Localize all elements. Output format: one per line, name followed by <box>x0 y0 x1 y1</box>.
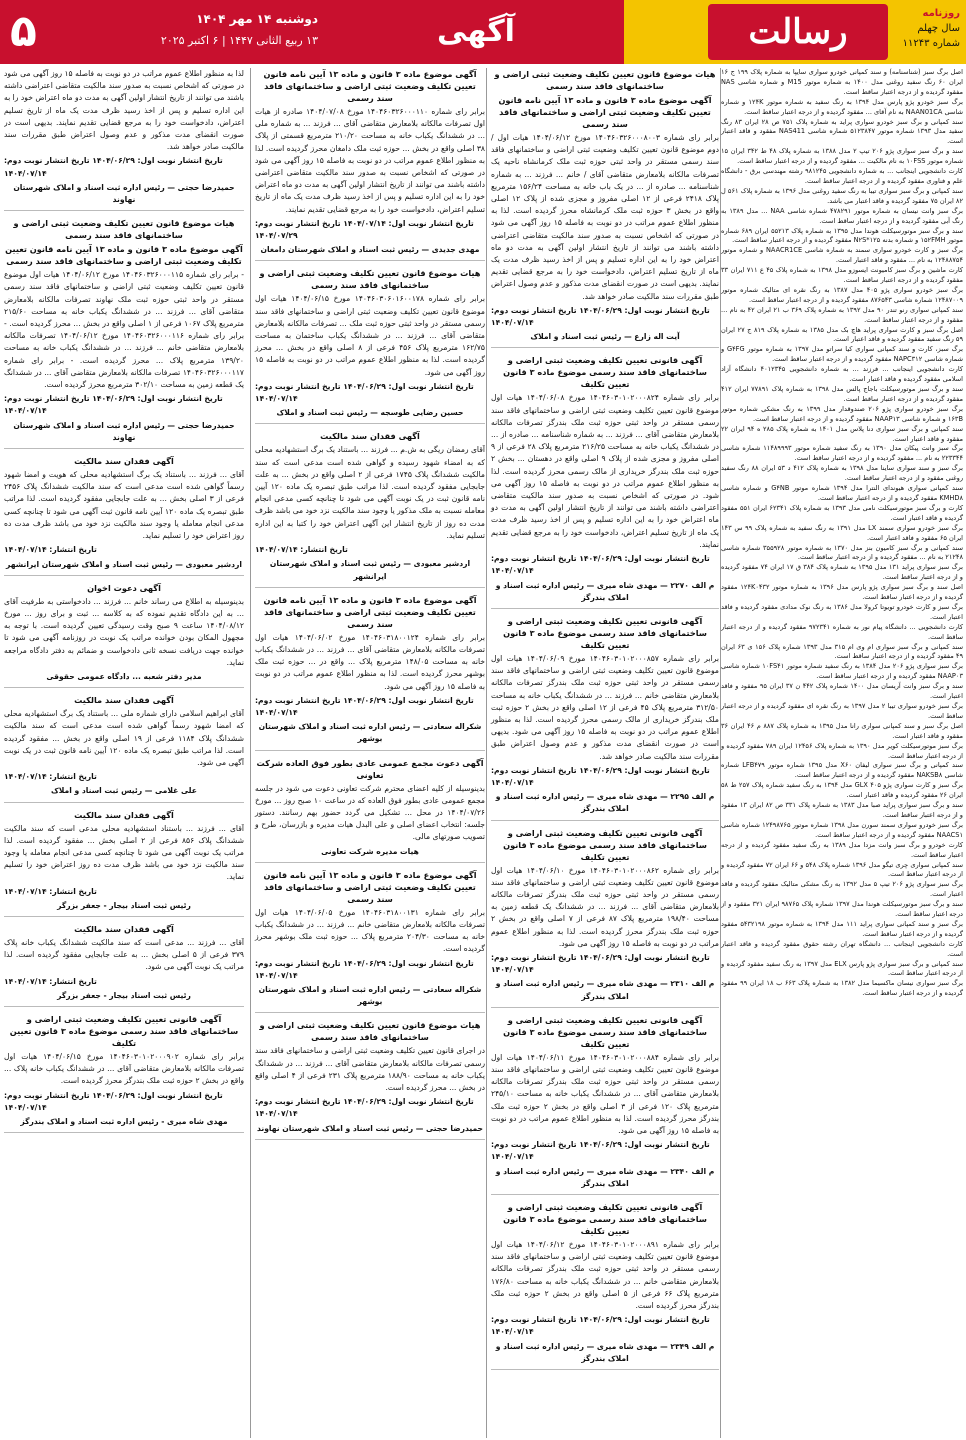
notice-title: آگهی موضوع ماده ۳ قانون و ماده ۱۳ آیین نامه قانون تعیین تکلیف وضعیت ثبتی اراضی و ساختمانهای فاقد سند رسمی <box>263 869 477 904</box>
date-persian: دوشنبه ۱۴ مهر ۱۴۰۴ <box>196 12 318 26</box>
notice <box>255 68 485 261</box>
notice-signature: مدیر دفتر شعبه ... دادگاه عمومی حقوقی <box>46 671 202 681</box>
lost-item: سند کمپانی سواری رنو تندر ۹۰ مدل ۱۳۹۲ به شماره پلاک ۳۶۹ ب ۲۱ ایران ۴۲ به نام ... مفقود و از درجه اعتبار ساقط است. <box>721 305 964 324</box>
notice-title: هیات موضوع قانون تعیین تکلیف وضعیت ثبتی اراضی و ساختمانهای فاقد سند رسمی <box>13 218 235 241</box>
lost-item: اصل برگ سبز و سند کمپانی سواری رانا مدل ۱۳۹۵ به شماره پلاک ۸۸۷ م ۴۶ ایران ۳۶ مفقود و فاقد اعتبار است. <box>721 721 963 740</box>
notice-signature: حمیدرضا حجتی — رئیس اداره ثبت اسناد و املاک شهرستان نهاوند <box>13 420 235 442</box>
notice-dates: تاریخ انتشار نوبت اول: ۱۴۰۴/۰۶/۲۹ تاریخ انتشار نوبت دوم: ۱۴۰۴/۰۷/۱۴ <box>491 1140 710 1162</box>
date-banner <box>0 0 328 64</box>
notice-dates: تاریخ انتشار نوبت اول: ۱۴۰۴/۰۶/۲۹ تاریخ انتشار نوبت دوم: ۱۴۰۴/۰۷/۱۴ <box>255 958 474 980</box>
paper-label: روزنامه <box>922 8 960 19</box>
lost-item: سند کمپانی و برگ سبز سواری تیبا به رنگ سفید روغنی مدل ۱۳۹۶ به شماره پلاک ۵۶۱ ل ۸۲ ایران ۷۵ مفقود گردیده و فاقد اعتبار می باشد. <box>721 186 963 205</box>
lost-item: برگ سبز سواری پژو ۲۰۶ مدل ۱۳۸۴ به رنگ سفید شماره موتور ۱۰FS۴۱ شماره شاسی NAAP۰۳ مفقود گردیده و از درجه اعتبار ساقط است. <box>721 662 964 681</box>
columns-area <box>0 68 966 1438</box>
notice-body: - برابر رای شماره ۱۴۰۴۶۰۳۲۶۰۰۰۱۱۵ مورخ ۱۴۰۴/۰۶/۱۲ هیات اول موضوع قانون تعیین تکلیف وضعیت ثبتی اراضی و ساختمانهای فاقد سند رسمی مستقر در واحد ثبتی حوزه ثبت ملک نهاوند تصرفات مالکانه بلامعارض متقاضی آقای ... فرزند ... در ششدانگ یکباب خانه به مساحت ۲۱۵/۶۰ مترمربع پلاک ۱۰۶۷ فرعی از ۱ اصلی واقع در بخش ... محرز گردیده است. - برابر رای شماره ۱۴۰۴۶۰۳۲۶۰۰۰۱۱۶ مورخ ۱۴۰۴/۰۶/۱۲ تصرفات مالکانه بلامعارض متقاضی خانم ... فرزند ... در ششدانگ یکباب خانه به مساحت ۱۳۹/۲۰ مترمربع پلاک ... محرز گردیده است. - برابر رای شماره ۱۴۰۴۶۰۳۲۶۰۰۰۱۱۷ تصرفات مالکانه بلامعارض متقاضی آقای ... در ششدانگ یک قطعه زمین به مساحت ۳۰۲/۱۰ مترمربع محرز گردیده است. <box>4 270 244 390</box>
lost-item: کارت دانشجویی اینجانب ... دانشگاه تهران رشته حقوق مفقود گردیده و فاقد اعتبار است. <box>721 939 963 958</box>
notice <box>4 217 244 449</box>
lost-item: کارت ماشین و برگ سبز کامیونت ایسوزو مدل ۱۳۹۸ به شماره پلاک ۴۵ ع ۷۱۱ ایران ۳۳ مفقود گردیده و از درجه اعتبار ساقط است. <box>721 266 963 285</box>
lost-item: کارت دانشجویی اینجانب ... فرزند ... به شماره دانشجویی ۴۰۱۲۳۴۵ دانشگاه آزاد اسلامی مفقود گردیده و فاقد اعتبار است. <box>721 365 963 384</box>
notice-title: آگهی فقدان سند مالکیت <box>74 456 174 467</box>
notice <box>4 68 244 211</box>
notice <box>255 869 485 1014</box>
masthead <box>624 0 966 64</box>
notice <box>4 1013 244 1133</box>
notice-body: آقای ... فرزند ... باستناد یک برگ استشهادیه محلی که هویت و امضا شهود رسماً گواهی شده است مدعی است که سند مالکیت ششدانگ پلاک ۲۴۵۶ فرعی از ۳ اصلی بخش ... به علت جابجایی مفقود گردیده است. لذا مراتب طبق تبصره یک ماده ۱۲۰ آیین نامه قانون ثبت آگهی می شود تا چنانچه کسی مدعی انجام معامله یا وجود سند مالکیت نزد خود می باشد ظرف مدت ده روز اعتراض خود را تسلیم نماید. <box>4 470 244 541</box>
notice-dates: تاریخ انتشار نوبت اول: ۱۴۰۴/۰۶/۲۹ تاریخ انتشار نوبت دوم: ۱۴۰۴/۰۷/۱۴ <box>255 1097 474 1119</box>
notice-signature: علی غلامی — رئیس ثبت اسناد و املاک <box>51 786 197 796</box>
notice-title: آگهی موضوع ماده ۳ قانون و ماده ۱۳ آیین نامه قانون تعیین تکلیف وضعیت ثبتی اراضی و ساختمانهای فاقد سند رسمی <box>263 594 477 629</box>
notice-title: هیات موضوع قانون تعیین تکلیف وضعیت ثبتی اراضی و ساختمانهای فاقد سند رسمی <box>494 69 716 91</box>
lost-item: سند و برگ سبز موتورسیکلت هوندا مدل ۱۳۹۵ به شماره پلاک ۵۵۲۱۳ ایران ۶۸۹ شماره موتور ۱۵۲FMH و شماره بدنه N۲S*۱۲۵ مفقود گردیده و از درجه اعتبار ساقط است. <box>721 226 963 245</box>
issue-label: شماره ۱۱۲۴۳ <box>902 38 960 49</box>
notice <box>4 694 244 802</box>
lost-item: سند کمپانی و برگ سبز کامیون بنز مدل ۱۳۷۰ به شماره موتور ۳۵۵۹۲۸ شماره شاسی ۲۱۲۴۸ به نام ... مفقود گردیده و از درجه اعتبار ساقط است. <box>721 543 964 562</box>
lost-item: سند کمپانی سواری چری تیگو مدل ۱۳۹۶ شماره پلاک ۵۴۸ و ۶۶ ایران ۷۲ مفقود گردیده و از درجه اعتبار ساقط است. <box>721 860 963 879</box>
notice-title: آگهی دعوت مجمع عمومی عادی بطور فوق العاده شرکت تعاونی <box>256 757 484 780</box>
notice-body: برابر رای شماره ۱۴۰۴۶۰۳۲۶۰۰۰۱۱۰ مورخ ۱۴۰۴/۰۷/۰۸ صادره از هیات اول تصرفات مالکانه بلامعارض متقاضی آقای ... فرزند ... به شماره ملی ... در ششدانگ یکباب خانه به مساحت ۲۱۰/۲۰ مترمربع قسمتی از پلاک ۳۸ اصلی واقع در بخش ... حوزه ثبت ملک دامغان محرز گردیده است. لذا به منظور اطلاع عموم مراتب در دو نوبت به فاصله ۱۵ روز آگهی می شود در صورتی که اشخاص نسبت به صدور سند مالکیت متقاضی اعتراضی داشته باشند می توانند از تاریخ انتشار اولین آگهی به مدت دو ماه اعتراض خود را به این اداره تسلیم و پس از اخذ رسید ظرف مدت یک ماه از تاریخ تسلیم اعتراض، دادخواست خود را به مرجع قضایی تقدیم نمایند. <box>255 107 485 214</box>
notice <box>491 354 719 608</box>
lost-item: سند و برگ سبز سواری پژو ۲۰۶ تیپ ۲ مدل ۱۳۸۸ به شماره پلاک ۴۸ ط ۳۴۲ ایران ۱۵ شماره موتور ۱۰FSS به نام مالکیت ... مفقود گردیده و از درجه اعتبار ساقط است. <box>721 147 964 166</box>
lost-item: برگ سبز، کارت و سند کمپانی سواری کیا سراتو مدل ۱۳۹۷ به شماره موتور G۴FG و شماره شاسی NAPC۳۱۲ مفقود گردیده و از درجه اعتبار ساقط است. <box>721 345 963 364</box>
notice-dates: تاریخ انتشار نوبت اول: ۱۴۰۴/۰۶/۲۹ تاریخ انتشار نوبت دوم: ۱۴۰۴/۰۷/۱۴ <box>255 695 474 717</box>
lost-item: سند و برگ سبز موتورسیکلت باجاج پالس مدل ۱۳۹۸ به شماره پلاک ۷۷۸۹۱ ایران ۴۱۲ مفقود گردیده و از درجه اعتبار ساقط است. <box>721 385 963 403</box>
notice-dates: تاریخ انتشار: ۱۴۰۴/۰۷/۱۴ <box>4 976 97 986</box>
notice-title: آگهی قانونی تعیین تکلیف وضعیت ثبتی اراضی و ساختمانهای فاقد سند رسمی موضوع ماده ۳ قانون تعیین تکلیف <box>503 1202 707 1237</box>
notice-body: برابر رای شماره ۱۴۰۴۶۰۳۰۱۰۲۰۰۰۹۰۲ مورخ ۱۴۰۴/۰۶/۱۵ هیات اول تصرفات مالکانه بلامعارض متقاضی آقای ... در ششدانگ یکباب خانه پلاک ... واقع در بخش ۲ حوزه ثبت ملک بندرگز محرز گردیده است. <box>4 1051 244 1086</box>
notice-signature: م الف ۲۲۷۰ — مهدی شاه میری — رئیس اداره ثبت اسناد و املاک بندرگز <box>495 580 715 602</box>
lost-item: برگ سبز موتورسیکلت کویر مدل ۱۳۹۰ به شماره پلاک ۱۲۴۵۶ ایران ۷۸۹ مفقود گردیده و از درجه اعتبار ساقط است. <box>721 741 963 760</box>
lost-item: سند و برگ سبز موتورسیکلت هوندا مدل ۱۳۹۷ شماره پلاک ۹۸۷۶۵ ایران ۳۲۱ مفقود و از درجه اعتبار ساقط است. <box>721 900 963 919</box>
lost-item: برگ سبز خودرو سواری سمند LX مدل ۱۳۹۱ به رنگ سفید به شماره پلاک ۹۹ س ۱۴۳ ایران ۶۵ مفقود و فاقد اعتبار است. <box>721 523 963 542</box>
lost-item: برگ سبز خودرو سواری تیبا ۲ مدل ۱۳۹۷ به رنگ نقره ای مفقود گردیده و از درجه اعتبار ساقط است. <box>721 702 964 720</box>
notice-dates: تاریخ انتشار نوبت اول: ۱۴۰۴/۰۶/۲۹ تاریخ انتشار نوبت دوم: ۱۴۰۴/۰۷/۱۴ <box>491 765 710 787</box>
notice-dates: تاریخ انتشار نوبت اول: ۱۴۰۴/۰۶/۲۹ تاریخ انتشار نوبت دوم: ۱۴۰۴/۰۷/۱۴ <box>4 156 223 178</box>
lost-item: سند و برگ سبز وانت آریسان مدل ۱۴۰۰ شماره پلاک ۴۴۲ ن ۳۷ ایران ۹۵ مفقود و فاقد اعتبار است. <box>721 682 964 701</box>
notice-signature: اردشیر معبودی — رئیس ثبت اسناد و املاک شهرستان ایرانشهر <box>6 559 242 569</box>
notice <box>491 615 719 821</box>
notice-title: آگهی فقدان سند مالکیت <box>320 431 420 442</box>
lost-item: اصل سند و برگ سبز سواری پژو پارس مدل ۱۳۹۶ به شماره موتور ۱۲۴K۰۴۳۲ مفقود گردیده و از درجه اعتبار ساقط است. <box>721 583 963 602</box>
notice-dates: تاریخ انتشار: ۱۴۰۴/۰۷/۱۴ <box>255 545 348 555</box>
notice-dates: تاریخ انتشار نوبت اول: ۱۴۰۴/۰۶/۲۹ تاریخ انتشار نوبت دوم: ۱۴۰۴/۰۷/۱۴ <box>4 394 223 416</box>
notice-signature: آیت اله زارع — رئیس ثبت اسناد و املاک <box>530 332 680 342</box>
column-2 <box>486 68 719 1438</box>
notice-body: برابر رای شماره ۱۴۰۴۶۰۳۰۱۰۲۰۰۰۸۵۷ مورخ ۱۴۰۴/۰۶/۰۹ هیات اول موضوع قانون تعیین تکلیف وضعیت ثبتی اراضی و ساختمانهای فاقد سند رسمی مستقر در واحد ثبتی حوزه ثبت ملک بندرگز تصرفات مالکانه بلامعارض متقاضی خانم ... فرزند ... در ششدانگ یکباب خانه به مساحت ۳۱۲/۵۰ مترمربع پلاک ۴۵ فرعی از ۱۲ اصلی واقع در بخش ۲ حوزه ثبت ملک بندرگز خریداری از مالک رسمی محرز گردیده است. لذا به منظور اطلاع عموم مراتب در دو نوبت به فاصله ۱۵ روز آگهی می شود. بدیهی است در صورت انقضای مدت مذکور و عدم وصول اعتراض طبق مقررات سند مالکیت صادر خواهد شد. <box>491 653 719 761</box>
lost-item: برگ سبز و کارت خودرو تویوتا کرولا مدل ۱۳۸۶ به رنگ نوک مدادی مفقود گردیده و فاقد اعتبار است. <box>721 602 963 621</box>
notice <box>255 267 485 424</box>
lost-item: برگ سبز سواری پژو ۲۰۶ تیپ ۵ مدل ۱۳۹۲ به رنگ مشکی متالیک مفقود گردیده و فاقد اعتبار است. <box>721 880 963 899</box>
lost-item: سند کمپانی و برگ سبز سواری پژو پارس ELX مدل ۱۳۹۷ به رنگ سفید مفقود گردیده و از درجه اعتبار ساقط است. <box>721 959 963 978</box>
lost-item: برگ سبز وانت نیسان به شماره موتور ۴۷۸۲۹۱ شماره شاسی NAA ... مدل ۱۳۸۹ به رنگ آبی مفقود گردیده و از درجه اعتبار ساقط است. <box>721 206 963 225</box>
lost-item: برگ سبز خودرو پژو پارس مدل ۱۳۹۴ به رنگ سفید به شماره موتور ۱۲۴K و شماره شاسی NAAN01CA به نام آقای ... مفقود گردیده و از درجه اعتبار ساقط است. <box>721 97 963 116</box>
notice-body: آقای ... فرزند ... مدعی است که سند مالکیت ششدانگ یکباب خانه پلاک ۳۷۹ فرعی از ۵ اصلی بخش ... به علت جابجایی مفقود گردیده است. لذا مراتب یک نوبت آگهی می شود. <box>4 937 244 972</box>
notice-body: آقای ... فرزند ... باستناد استشهادیه محلی مدعی است که سند مالکیت ششدانگ پلاک ۸۵۶ فرعی از ۲ اصلی بخش ... مفقود گردیده است. لذا مراتب یک نوبت آگهی می شود تا چنانچه کسی مدعی انجام معامله یا وجود سند مالکیت نزد خود می باشد ظرف مدت ده روز اعتراض خود را تسلیم نماید. <box>4 823 244 882</box>
section-title: آگهی <box>328 0 624 64</box>
notice-body: برابر رای شماره ۱۴۰۴۶۰۳۰۱۰۲۰۰۰۸۹۱ مورخ ۱۴۰۴/۰۶/۱۲ هیات اول موضوع قانون تعیین تکلیف وضعیت ثبتی اراضی و ساختمانهای فاقد سند رسمی مستقر در واحد ثبتی حوزه ثبت ملک بندرگز تصرفات مالکانه بلامعارض متقاضی خانم ... در ششدانگ یکباب خانه به مساحت ۱۷۶/۸۰ مترمربع پلاک ۶۶ فرعی از ۵ اصلی واقع در بخش ۲ حوزه ثبت ملک بندرگز محرز گردیده است. <box>491 1240 719 1311</box>
notice <box>491 1201 719 1370</box>
notice-signature: شکراله سعادتی — رئیس اداره ثبت اسناد و املاک شهرستان بوشهر <box>258 984 482 1007</box>
page-header <box>0 0 966 64</box>
notice-dates: تاریخ انتشار: ۱۴۰۴/۰۷/۱۴ <box>4 545 97 555</box>
notice <box>255 594 485 751</box>
notice-body: برابر رای شماره ۱۴۰۴۶۰۳۰۶۰۱۶۰۰۱۷۸ مورخ ۱۴۰۴/۰۶/۱۵ هیات اول موضوع قانون تعیین تکلیف وضعیت ثبتی اراضی و ساختمانهای فاقد سند رسمی مستقر در واحد ثبتی حوزه ثبت ملک ... تصرفات مالکانه بلامعارض متقاضی آقای ... فرزند ... در ششدانگ یکباب ساختمان به مساحت ۱۶۲/۷۵ مترمربع پلاک ۴۵۶ فرعی از ۸ اصلی واقع در بخش ... محرز گردیده است. لذا به منظور اطلاع عموم مراتب در دو نوبت به فاصله ۱۵ روز آگهی می شود. <box>255 294 485 377</box>
issue-info <box>896 6 960 51</box>
lost-item: کارت و برگ سبز موتورسیکلت نامی مدل ۱۳۹۳ به شماره پلاک ۶۲۳۴۱ ایران ۵۵۱ مفقود گردیده و فاقد اعتبار است. <box>721 503 963 522</box>
notice-signature: شکراله سعادتی — رئیس اداره ثبت اسناد و املاک شهرستان بوشهر <box>258 722 482 744</box>
notice-title: آگهی قانونی تعیین تکلیف وضعیت ثبتی اراضی و ساختمانهای فاقد سند رسمی موضوع ماده ۳ قانون تعیین تکلیف <box>9 1013 239 1048</box>
column-4 <box>4 68 244 1438</box>
notice <box>255 430 485 587</box>
lost-item: سند کمپانی سواری هیوندای النترا مدل ۱۳۹۴ شماره موتور G۴NB و شماره شاسی KMHD۸ مفقود گردیده و از درجه اعتبار ساقط است. <box>721 484 963 502</box>
notice-dates: تاریخ انتشار نوبت اول: ۱۴۰۴/۰۶/۲۹ تاریخ انتشار نوبت دوم: ۱۴۰۴/۰۷/۱۴ <box>491 1315 710 1337</box>
notice-signature: رئیس ثبت اسناد بیجار - جعفر بزرگر <box>57 990 191 1000</box>
notice <box>4 582 244 688</box>
notice-signature: م الف ۲۳۴۰ — مهدی شاه میری — رئیس اداره ثبت اسناد و املاک بندرگز <box>495 1166 715 1188</box>
notice-signature: مهدی جدیدی — رئیس ثبت اسناد و املاک شهرستان دامغان <box>260 245 480 255</box>
notice-body: برابر رای شماره ۱۴۰۴۶۰۳۲۶۰۰۰۸۰۰۳ مورخ ۱۴۰۴/۰۶/۱۲ هیات اول / دوم موضوع قانون تعیین تکلیف وضعیت ثبتی اراضی و ساختمانهای فاقد سند رسمی مستقر در واحد ثبتی حوزه ثبت ملک کرمانشاه ناحیه یک تصرفات مالکانه بلامعارض متقاضی آقای / خانم ... فرزند ... به شماره شناسنامه ... صادره از ... در یک باب خانه به مساحت ۱۵۶/۲۴ مترمربع پلاک ۲۴۱۸ فرعی از ۱۲ اصلی مفروز و مجزی شده از پلاک ۱۲ اصلی واقع در بخش ۳ حوزه ثبت ملک کرمانشاه محرز گردیده است. لذا به منظور اطلاع عموم مراتب در دو نوبت به فاصله ۱۵ روز آگهی می شود در صورتی که اشخاص نسبت به صدور سند مالکیت متقاضی اعتراضی داشته باشند می توانند از تاریخ انتشار اولین آگهی به مدت دو ماه اعتراض خود را به این اداره تسلیم و پس از اخذ رسید ظرف مدت یک ماه از تاریخ تسلیم اعتراض، دادخواست خود را به مرجع قضایی تقدیم نمایند. بدیهی است در صورت انقضای مدت مذکور و عدم وصول اعتراض طبق مقررات سند مالکیت صادر خواهد شد. <box>491 133 719 301</box>
notice-body: آقای ابراهیم اسلامی دارای شماره ملی ... باستناد یک برگ استشهادیه محلی که امضا شهود رسماً گواهی شده است مدعی است که سند مالکیت ششدانگ پلاک ۱۱۸۴ فرعی از ۱۹ اصلی واقع در بخش ... مفقود گردیده است. لذا مراتب طبق تبصره یک ماده ۱۲۰ آیین نامه قانون ثبت در یک نوبت آگهی می شود. <box>4 709 244 767</box>
notice <box>491 68 719 348</box>
notice <box>4 809 244 917</box>
lost-item: اصل برگ سبز (شناسنامه) و سند کمپانی خودرو سواری سایپا به شماره پلاک ۱۹۹ ج ۱۶ ایران ۶۰ رنگ سفید روغنی مدل ۱۴۰۰ به شماره موتور M15 و شماره شاسی NAS مفقود گردیده و از درجه اعتبار ساقط است. <box>721 68 964 96</box>
lost-item: کارت خودرو و برگ سبز وانت مزدا مدل ۱۳۸۹ به رنگ سفید مفقود گردیده و از درجه اعتبار ساقط است. <box>721 840 963 859</box>
year-label: سال چهلم <box>917 23 960 34</box>
notice-body: بدینوسیله به اطلاع می رساند خانم ... فرزند ... دادخواستی به طرفیت آقای ... به این دادگاه تقدیم نموده که به کلاسه ... ثبت و برای روز ... مورخ ۱۴۰۴/۰۸/۱۲ ساعت ۹ صبح وقت رسیدگی تعیین گردیده است. با توجه به مجهول المکان بودن خوانده مراتب یک نوبت در روزنامه آگهی می شود تا خوانده جهت دریافت نسخه ثانی دادخواست و ضمائم به دفتر دادگاه مراجعه نماید. <box>4 596 244 667</box>
lost-item: کارت دانشجویی ... دانشگاه پیام نور به شماره ۹۷۲۳۴۱ مفقود گردیده و از درجه اعتبار ساقط است. <box>721 622 963 641</box>
lost-item: برگ سبز و سند سواری ساینا مدل ۱۳۹۸ به شماره پلاک ۴۱۲ د ۵۳ ایران ۸۸ رنگ سفید روغنی مفقود و از درجه اعتبار ساقط است. <box>721 464 963 483</box>
notice <box>491 1014 719 1195</box>
notice-dates: تاریخ انتشار نوبت اول: ۱۴۰۴/۰۶/۲۹ تاریخ انتشار نوبت دوم: ۱۴۰۴/۰۷/۱۴ <box>491 305 710 328</box>
lost-item: برگ سبز و سند کمپانی سواری پراید ۱۱۱ مدل ۱۳۹۴ به شماره موتور ۵۴۳۲۱۹۸ مفقود گردیده و از درجه اعتبار ساقط است. <box>721 919 963 938</box>
notice-signature: اردشیر معبودی — رئیس ثبت اسناد و املاک شهرستان ایرانشهر <box>269 559 471 581</box>
notice-signature: م الف ۲۳۴۹ — مهدی شاه میری — رئیس اداره ثبت اسناد و املاک بندرگز <box>495 1341 715 1363</box>
lost-item: برگ سبز خودرو سواری پژو ۲۰۶ صندوقدار مدل ۱۳۹۹ به رنگ مشکی شماره موتور ۱۶۳B و شماره شاسی NAAP۱۳ مفقود گردیده و از درجه اعتبار ساقط است. <box>721 404 964 423</box>
notice <box>255 1019 485 1139</box>
notice-body: برابر رای شماره ۱۴۰۴۶۰۳۰۱۰۲۰۰۰۸۶۲ مورخ ۱۴۰۴/۰۶/۱۰ هیات اول موضوع قانون تعیین تکلیف وضعیت ثبتی اراضی و ساختمانهای فاقد سند رسمی مستقر در واحد ثبتی حوزه ثبت ملک بندرگز تصرفات مالکانه بلامعارض متقاضی آقای ... فرزند ... در ششدانگ یک قطعه زمین به مساحت ۱۹۸/۴۰ مترمربع پلاک ۸۷ فرعی از ۷ اصلی واقع در بخش ۲ حوزه ثبت ملک بندرگز محرز گردیده است. لذا به منظور اطلاع عموم مراتب در دو نوبت به فاصله ۱۵ روز آگهی می شود. <box>491 865 719 948</box>
notice-title: آگهی موضوع ماده ۳ قانون و ماده ۱۳ آیین نامه قانون تعیین تکلیف وضعیت ثبتی اراضی و ساختمانهای فاقد سند رسمی <box>263 69 477 103</box>
date-hijri-gregorian: ۱۳ ربیع الثانی ۱۴۴۷ | ۶ اکتبر ۲۰۲۵ <box>160 34 318 47</box>
notice-signature: حسین رضایی طوسجه — رئیس ثبت اسناد و املاک <box>276 408 464 418</box>
notice-title: آگهی قانونی تعیین تکلیف وضعیت ثبتی اراضی و ساختمانهای فاقد سند رسمی موضوع ماده ۳ قانون تعیین تکلیف <box>503 615 707 650</box>
notice-title: آگهی فقدان سند مالکیت <box>74 695 174 706</box>
notice-signature: م الف ۲۳۱۰ — مهدی شاه میری — رئیس اداره ثبت اسناد و املاک بندرگز <box>495 979 715 1001</box>
lost-item: برگ سبز و کارت سواری پژو ۴۰۵ GLX مدل ۱۳۹۴ به رنگ سفید شماره پلاک ۲۵۷ ط ۵۸ ایران ۲۶ مفقود گردیده و فاقد اعتبار است. <box>721 781 964 800</box>
notice-dates: تاریخ انتشار نوبت اول: ۱۴۰۴/۰۶/۲۹ تاریخ انتشار نوبت دوم: ۱۴۰۴/۰۷/۱۴ <box>491 554 710 576</box>
notice-body: بدینوسیله از کلیه اعضای محترم شرکت تعاونی دعوت می شود در جلسه مجمع عمومی عادی بطور فوق العاده که در ساعت ۱۰ صبح روز ... مورخ ۱۴۰۴/۰۷/۲۶ در محل ... تشکیل می گردد حضور بهم رسانند. دستور جلسه: انتخاب اعضای اصلی و علی البدل هیات مدیره و بازرسان، طرح و تصویب صورتهای مالی. <box>255 783 485 842</box>
notice-body: در اجرای قانون تعیین تکلیف وضعیت ثبتی اراضی و ساختمانهای فاقد سند رسمی تصرفات مالکانه بلامعارض متقاضی آقای ... فرزند ... در ششدانگ یکباب خانه به مساحت ۱۸۸/۹۰ مترمربع پلاک ۲۳۱ فرعی از ۴ اصلی واقع در بخش ... محرز گردیده است. <box>255 1046 485 1092</box>
lost-item: برگ سبز سواری نیسان ماکسیما مدل ۱۳۸۲ به شماره پلاک ۶۶۳ ب ۱۸ ایران ۹۹ مفقود گردیده و از درجه اعتبار ساقط است. <box>721 979 963 998</box>
notice-subtitle: آگهی موضوع ماده ۳ قانون و ماده ۱۳ آیین نامه قانون تعیین تکلیف وضعیت ثبتی اراضی و ساختمانهای فاقد سند رسمی <box>498 95 712 129</box>
notice-signature: رئیس ثبت اسناد بیجار - جعفر بزرگر <box>57 900 191 910</box>
notice-body: لذا به منظور اطلاع عموم مراتب در دو نوبت به فاصله ۱۵ روز آگهی می شود در صورتی که اشخاص نسبت به صدور سند مالکیت متقاضی اعتراضی داشته باشند می توانند از تاریخ انتشار اولین آگهی به مدت دو ماه اعتراض خود را به این اداره تسلیم و پس از اخذ رسید ظرف مدت یک ماه از تاریخ تسلیم اعتراض، دادخواست خود را به مرجع قضایی تقدیم نمایند. بدیهی است در صورت انقضای مدت مذکور و عدم وصول اعتراض طبق مقررات سند مالکیت صادر خواهد شد. <box>4 69 244 152</box>
notice-dates: تاریخ انتشار نوبت اول: ۱۴۰۴/۰۶/۲۹ تاریخ انتشار نوبت دوم: ۱۴۰۴/۰۷/۱۴ <box>255 381 474 404</box>
notice <box>4 923 244 1007</box>
lost-item: سند کمپانی و برگ سبز سواری ام وی ام ۳۱۵ مدل ۱۳۹۳ شماره پلاک ۱۵۶ ی ۶۳ ایران ۴۹ مفقود گردیده و از درجه اعتبار ساقط است. <box>721 642 963 661</box>
notice-title: آگهی قانونی تعیین تکلیف وضعیت ثبتی اراضی و ساختمانهای فاقد سند رسمی موضوع ماده ۳ قانون تعیین تکلیف <box>503 1014 707 1049</box>
column-lost-documents <box>720 68 965 1438</box>
lost-item: سند کمپانی و برگ سبز سواری دنا پلاس مدل ۱۴۰۱ به شماره پلاک ۲۸۵ ه ۹۴ ایران ۲۲ مفقود و فاقد اعتبار است. <box>721 424 963 443</box>
lost-item: سند کمپانی و برگ سبز خودرو سواری پراید به شماره پلاک ۷۵۱ ص ۲۸ ایران ۸۳ رنگ سفید مدل ۱۳۹۳ شماره موتور ۵۱۲۳۸۴۷ شماره شاسی NAS411 مفقود و فاقد اعتبار است. <box>721 117 964 146</box>
lost-item: اصل برگ سبز و کارت سواری پراید هاچ بک مدل ۱۳۸۵ به شماره پلاک ۸۱۹ ج ۲۷ ایران ۵۹ رنگ سفید مفقود گردیده و فاقد اعتبار است. <box>721 325 964 344</box>
page-number: ۵ <box>10 6 37 57</box>
column-3 <box>250 68 485 1438</box>
lost-item: برگ سبز و کارت خودرو سواری سمند به شماره شاسی NAACR1CE و شماره موتور ۱۲۴۸۸۷۵۴ به نام ... مفقود و فاقد اعتبار است. <box>721 246 963 265</box>
notice-title: آگهی قانونی تعیین تکلیف وضعیت ثبتی اراضی و ساختمانهای فاقد سند رسمی موضوع ماده ۳ قانون تعیین تکلیف <box>503 355 707 390</box>
notice-signature: مهدی شاه میری - رئیس اداره ثبت اسناد و املاک بندرگز <box>20 1117 228 1126</box>
notice-body: برابر رای شماره ۱۴۰۴۶۰۳۱۸۰۰۱۲۴ مورخ ۱۴۰۴/۰۶/۰۲ هیات اول تصرفات مالکانه بلامعارض متقاضی آقای ... فرزند ... در ششدانگ یکباب خانه به مساحت ۱۴۸/۰۵ مترمربع پلاک ... واقع در ... حوزه ثبت ملک بوشهر محرز گردیده است. لذا به منظور اطلاع عموم مراتب در دو نوبت به فاصله ۱۵ روز آگهی می شود. <box>255 632 485 691</box>
notice <box>491 827 719 1008</box>
notice-signature: حمیدرضا حجتی — رئیس ثبت اسناد و املاک شهرستان نهاوند <box>256 1123 484 1133</box>
notice-dates: تاریخ انتشار: ۱۴۰۴/۰۷/۱۴ <box>4 772 97 782</box>
notice-signature: حمیدرضا حجتی — رئیس اداره ثبت اسناد و املاک شهرستان نهاوند <box>13 182 235 205</box>
notice-subtitle: آگهی موضوع ماده ۳ قانون و ماده ۱۳ آیین نامه قانون تعیین تکلیف وضعیت ثبتی اراضی و ساختمانهای فاقد سند رسمی <box>5 244 243 267</box>
notice-body: برابر رای شماره ۱۴۰۴۶۰۳۱۸۰۰۱۳۱ مورخ ۱۴۰۴/۰۶/۰۵ هیات اول تصرفات مالکانه بلامعارض متقاضی خانم ... فرزند ... در ششدانگ یکباب خانه به مساحت ۲۰۴/۳۰ مترمربع پلاک ... حوزه ثبت ملک بوشهر محرز گردیده است. <box>255 907 485 954</box>
lost-item: سند و برگ سبز سواری پراید صبا مدل ۱۳۸۳ به شماره پلاک ۳۳۱ ص ۸۲ ایران ۱۳ مفقود و از درجه اعتبار ساقط است. <box>721 801 963 819</box>
lost-item: برگ سبز سواری پراید ۱۳۱ مدل ۱۳۹۵ به شماره پلاک ۳۸۴ ق ۱۷ ایران ۷۴ مفقود گردیده و از درجه اعتبار ساقط است. <box>721 563 964 582</box>
notice <box>255 757 485 863</box>
notice-dates: تاریخ انتشار نوبت اول: ۱۴۰۴/۰۶/۲۹ تاریخ انتشار نوبت دوم: ۱۴۰۴/۰۷/۱۴ <box>4 1090 223 1112</box>
lost-item: سند کمپانی و برگ سبز سواری لیفان X۶۰ مدل ۱۳۹۵ شماره موتور LFB۴۷۹ شماره شاسی NAKSB۸ مفقود گردیده و از درجه اعتبار ساقط است. <box>721 761 963 780</box>
notice-title: آگهی قانونی تعیین تکلیف وضعیت ثبتی اراضی و ساختمانهای فاقد سند رسمی موضوع ماده ۳ قانون تعیین تکلیف <box>503 827 707 862</box>
notice-signature: هیات مدیره شرکت تعاونی <box>321 846 419 856</box>
lost-item: برگ سبز خودرو سواری سمند سورن مدل ۱۳۹۸ شماره موتور ۱۲۴۹۸۷۶۵ شماره شاسی NAACS۱ مفقود گردیده و از درجه اعتبار ساقط است. <box>721 820 964 839</box>
newspaper-logo: رسالت <box>708 4 888 60</box>
notice-title: آگهی دعوت اخوان <box>87 582 161 593</box>
notice-title: هیات موضوع قانون تعیین تکلیف وضعیت ثبتی اراضی و ساختمانهای فاقد سند رسمی <box>259 268 481 291</box>
notice-dates: تاریخ انتشار: ۱۴۰۴/۰۷/۱۴ <box>4 886 97 896</box>
notice-body: برابر رای شماره ۱۴۰۴۶۰۳۰۱۰۲۰۰۰۸۲۴ مورخ ۱۴۰۴/۰۶/۰۸ هیات اول موضوع قانون تعیین تکلیف وضعیت ثبتی اراضی و ساختمانهای فاقد سند رسمی مستقر در واحد ثبتی حوزه ثبت ملک بندرگز تصرفات مالکانه بلامعارض متقاضی آقای ... فرزند ... به شماره شناسنامه ... صادره از ... در ششدانگ یکباب خانه به مساحت ۲۱۶/۲۵ مترمربع پلاک ۲۸ فرعی از ۹ اصلی مفروز و مجزی شده از پلاک ۹ اصلی واقع در دهستان ... بخش ۲ حوزه ثبت ملک بندرگز خریداری از مالک رسمی محرز گردیده است. لذا به منظور اطلاع عموم مراتب در دو نوبت به فاصله ۱۵ روز آگهی می شود. در صورتی که اشخاص نسبت به صدور سند مالکیت متقاضی اعتراضی داشته باشند می توانند از تاریخ انتشار اولین آگهی به مدت دو ماه اعتراض خود را به این اداره تسلیم و پس از اخذ رسید ظرف مدت یک ماه از تاریخ تسلیم اعتراض، دادخواست خود را به مرجع قضایی تقدیم نمایند. <box>491 393 719 549</box>
lost-item: برگ سبز خودرو سواری پژو ۴۰۵ مدل ۱۳۸۷ به رنگ نقره ای متالیک شماره موتور ۱۲۴۸۷۰۰۹ شماره شاسی ۸۷۶۵۴۳ مفقود گردیده و از درجه اعتبار ساقط است. <box>721 285 963 304</box>
notice-dates: تاریخ انتشار نوبت اول: ۱۴۰۴/۰۶/۲۹ تاریخ انتشار نوبت دوم: ۱۴۰۴/۰۷/۱۴ <box>491 952 710 975</box>
lost-item: کارت دانشجویی اینجانب ... به شماره دانشجویی ۹۸۱۲۴۵ رشته مهندسی برق - دانشگاه علم و فناوری مفقود گردیده و از درجه اعتبار ساقط است. <box>721 167 963 185</box>
notice-signature: م الف ۲۲۹۵ — مهدی شاه میری — رئیس اداره ثبت اسناد و املاک بندرگز <box>495 792 715 814</box>
notice-title: هیات موضوع قانون تعیین تکلیف وضعیت ثبتی اراضی و ساختمانهای فاقد سند رسمی <box>259 1020 481 1043</box>
lost-item: برگ سبز وانت پیکان مدل ۱۳۹۰ به رنگ سفید شماره موتور ۱۱۴۸۹۹۹۳ شماره شاسی ۲۲۳۳۴۴ به نام ... مفقود گردیده و از درجه اعتبار ساقط است. <box>721 444 964 463</box>
notice-title: آگهی فقدان سند مالکیت <box>74 923 174 934</box>
notice-body: برابر رای شماره ۱۴۰۴۶۰۳۰۱۰۲۰۰۰۸۸۴ مورخ ۱۴۰۴/۰۶/۱۱ هیات اول موضوع قانون تعیین تکلیف وضعیت ثبتی اراضی و ساختمانهای فاقد سند رسمی مستقر در واحد ثبتی حوزه ثبت ملک بندرگز تصرفات مالکانه بلامعارض متقاضی آقای ... در ششدانگ یکباب خانه به مساحت ۲۴۵/۱۰ مترمربع پلاک ۱۲۰ فرعی از ۳ اصلی واقع در بخش ۲ حوزه ثبت ملک بندرگز محرز گردیده است. لذا به منظور اطلاع عموم مراتب در دو نوبت به فاصله ۱۵ روز آگهی می شود. <box>491 1052 719 1135</box>
notice <box>4 455 244 576</box>
notice-body: آقای رمضان ریگی به ش.م ... فرزند ... باستناد یک برگ استشهادیه محلی که به امضاء شهود رسیده و گواهی شده است مدعی است که سند مالکیت ششدانگ پلاک ۱۷۴۵ فرعی از ۲ اصلی واقع در بخش ... به علت جابجایی مفقود گردیده است. لذا مراتب طبق تبصره یک ماده ۱۲۰ آیین نامه قانون ثبت در یک نوبت آگهی می شود تا چنانچه کسی مدعی انجام معامله نسبت به ملک مذکور یا وجود سند مالکیت نزد خود می باشد ظرف مدت ده روز از تاریخ انتشار این آگهی اعتراض خود را کتبا به این اداره تسلیم نماید. <box>255 445 485 540</box>
notice-dates: تاریخ انتشار نوبت اول: ۱۴۰۴/۰۷/۱۴ تاریخ انتشار نوبت دوم: ۱۴۰۴/۰۷/۲۹ <box>255 218 474 241</box>
notice-title: آگهی فقدان سند مالکیت <box>74 809 174 820</box>
